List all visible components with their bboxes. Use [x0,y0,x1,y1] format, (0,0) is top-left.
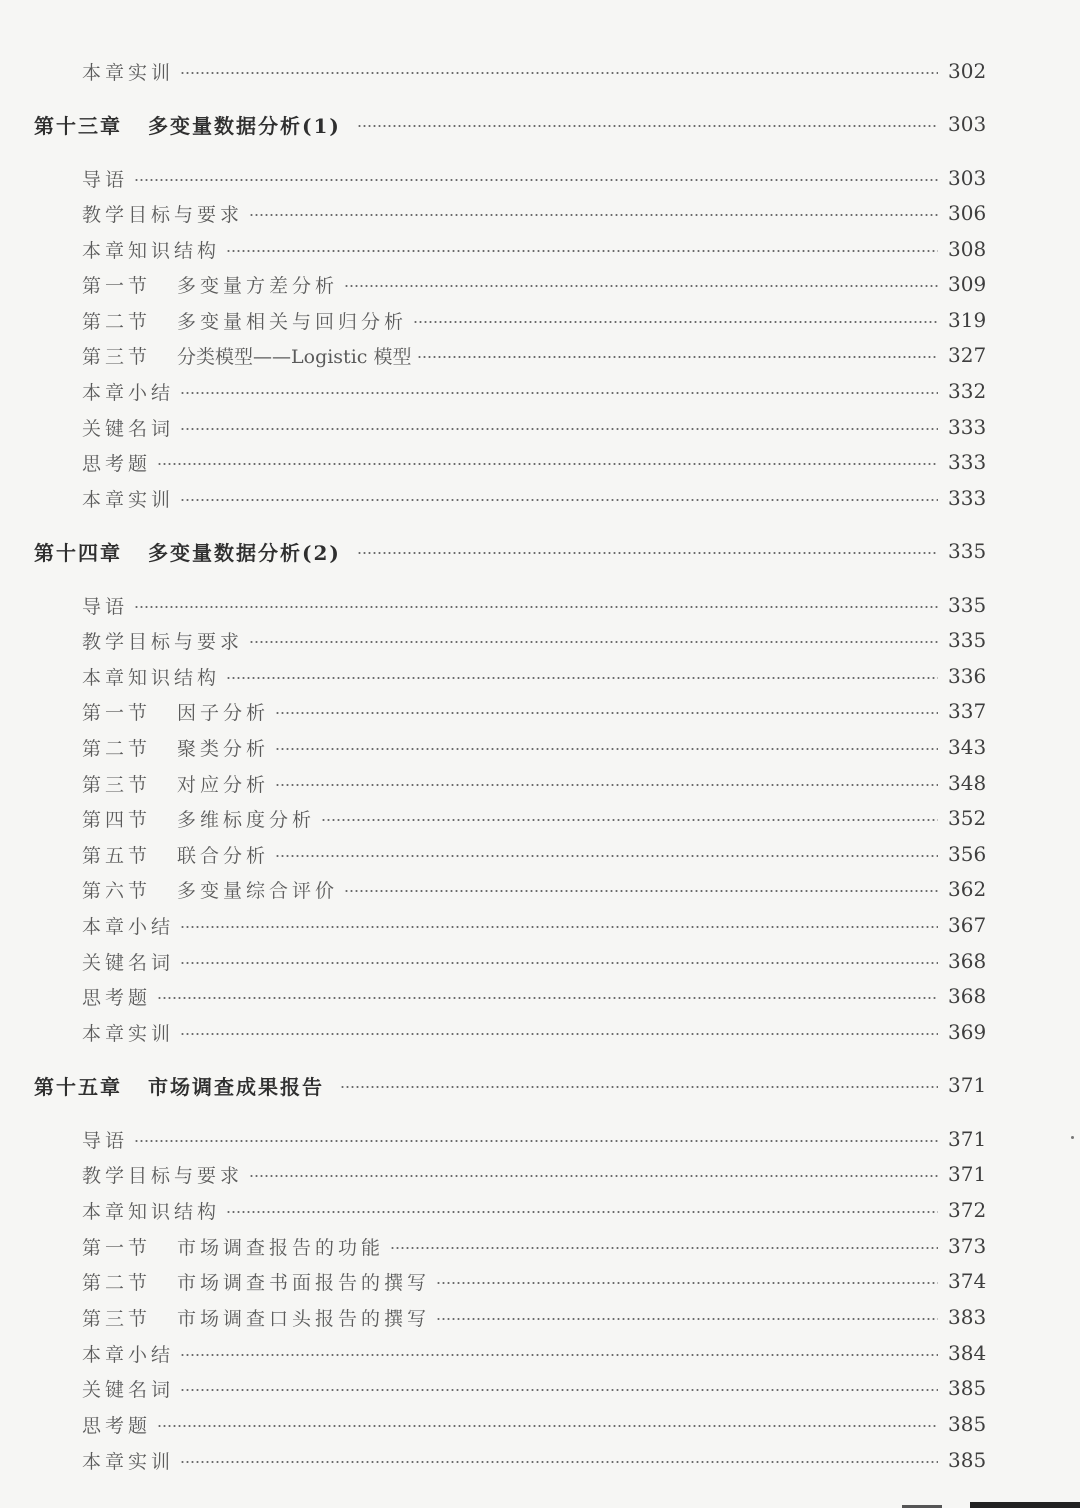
page-number: 362 [948,877,987,901]
entry-title: 多变量综合评价 [177,879,339,902]
page-number: 303 [948,166,987,190]
entry-title: 本章实训 [82,1022,175,1045]
entry-title: 思考题 [82,452,152,475]
toc-entry [82,1122,986,1156]
chapter-number: 第十三章 [34,113,122,138]
dot-leader [180,926,938,928]
dot-leader [226,677,938,679]
toc-entry [82,1264,986,1298]
page-number: 373 [948,1234,987,1258]
dot-leader [340,1086,938,1088]
page-number: 335 [948,593,987,617]
section-number: 第一节 [82,274,152,297]
dot-leader [180,1033,938,1035]
section-number: 第三节 [82,1307,152,1330]
dot-leader [249,214,938,216]
page-number: 367 [948,913,987,937]
entry-title: 市场调查口头报告的撰写 [177,1307,431,1330]
page-number: 384 [948,1341,987,1365]
page-number: 309 [948,272,987,296]
dot-leader [275,855,938,857]
dot-leader [180,1461,938,1463]
toc-entry [82,410,986,444]
entry-title: 本章实训 [82,488,175,511]
dot-leader [180,962,938,964]
page-number: 348 [948,771,987,795]
page-number: 343 [948,735,987,759]
chapter-number: 第十四章 [34,540,122,565]
dot-leader [357,125,938,127]
section-number: 第二节 [82,737,152,760]
dot-leader [436,1282,938,1284]
toc-entry [82,1229,986,1263]
dot-leader [413,321,938,323]
entry-title: 本章小结 [82,1343,175,1366]
page-number: 385 [948,1412,987,1436]
entry-title: 导语 [82,1129,129,1152]
entry-title: 教学目标与要求 [82,630,244,653]
dot-leader [275,748,938,750]
entry-title: 导语 [82,595,129,618]
toc-entry [82,730,986,764]
dot-leader [180,428,938,430]
entry-title: 教学目标与要求 [82,1164,244,1187]
dot-leader [157,463,938,465]
dot-leader [180,1354,938,1356]
dot-leader [249,1175,938,1177]
toc-entry [82,232,986,266]
dot-leader [436,1318,938,1320]
entry-title: 思考题 [82,986,152,1009]
toc-entry [82,54,986,88]
dot-leader [157,1425,938,1427]
toc-entry [82,588,986,622]
entry-title: 教学目标与要求 [82,203,244,226]
scan-speck [1071,1136,1074,1139]
chapter-title: 市场调查成果报告 [148,1074,324,1099]
dot-leader [249,641,938,643]
dot-leader [134,606,938,608]
toc-entry [82,1336,986,1370]
toc-entry [82,196,986,230]
chapter-heading [34,1068,986,1102]
entry-title: 聚类分析 [177,737,270,760]
toc-entry [82,837,986,871]
dot-leader [390,1247,938,1249]
dot-leader [417,356,938,358]
entry-title: 本章知识结构 [82,666,221,689]
page-number: 368 [948,949,987,973]
page-number: 319 [948,308,987,332]
toc-entry [82,303,986,337]
dot-leader [180,1389,938,1391]
entry-title: 本章小结 [82,381,175,404]
entry-title: 对应分析 [177,773,270,796]
section-number: 第二节 [82,310,152,333]
page-number: 336 [948,664,987,688]
section-number: 第三节 [82,345,152,368]
dot-leader [226,250,938,252]
entry-title: 关键名词 [82,951,175,974]
page-number: 352 [948,806,987,830]
page-number: 337 [948,699,987,723]
section-number: 第三节 [82,773,152,796]
entry-title: 思考题 [82,1414,152,1437]
page-number: 385 [948,1448,987,1472]
toc-entry [82,659,986,693]
chapter-title: 多变量数据分析(1) [148,113,341,138]
entry-title: 导语 [82,168,129,191]
page-number: 335 [948,539,987,563]
page-number: 385 [948,1376,987,1400]
page-number: 333 [948,415,987,439]
section-number: 第六节 [82,879,152,902]
toc-entry [82,801,986,835]
dot-leader [134,1140,938,1142]
dot-leader [321,819,938,821]
dot-leader [357,552,938,554]
toc-entry [82,623,986,657]
toc-entry [82,1407,986,1441]
page-number: 368 [948,984,987,1008]
entry-title: 本章小结 [82,915,175,938]
page-number: 303 [948,112,987,136]
toc-entry [82,872,986,906]
dot-leader [275,784,938,786]
page-number: 335 [948,628,987,652]
section-number: 第一节 [82,701,152,724]
toc-entry [82,374,986,408]
toc-entry [82,1371,986,1405]
page-number: 372 [948,1198,987,1222]
section-number: 第五节 [82,844,152,867]
page-number: 356 [948,842,987,866]
dot-leader [344,890,938,892]
page-number: 374 [948,1269,987,1293]
toc-entry [82,1443,986,1477]
toc-entry [82,944,986,978]
entry-title: 因子分析 [177,701,270,724]
page-number: 332 [948,379,987,403]
entry-title: 关键名词 [82,417,175,440]
toc-entry [82,1015,986,1049]
dot-leader [180,392,938,394]
dot-leader [180,499,938,501]
toc-entry [82,908,986,942]
section-number: 第一节 [82,1236,152,1259]
entry-title: 多维标度分析 [177,808,316,831]
entry-title: 市场调查报告的功能 [177,1236,385,1259]
page-number: 371 [948,1073,987,1097]
page-number: 333 [948,450,987,474]
chapter-title: 多变量数据分析(2) [148,540,341,565]
page-number: 308 [948,237,987,261]
entry-title: 本章实训 [82,61,175,84]
dot-leader [157,997,938,999]
dot-leader [226,1211,938,1213]
section-number: 第四节 [82,808,152,831]
page-number: 302 [948,59,987,83]
chapter-heading [34,534,986,568]
entry-title: 本章实训 [82,1450,175,1473]
toc-entry [82,338,986,372]
toc-entry [82,161,986,195]
entry-title: 关键名词 [82,1378,175,1401]
dot-leader [275,712,938,714]
entry-title: 分类模型——Logistic 模型 [177,345,412,368]
dot-leader [344,285,938,287]
page-number: 371 [948,1162,987,1186]
entry-title: 联合分析 [177,844,270,867]
toc-entry [82,979,986,1013]
toc-entry [82,445,986,479]
page-number: 306 [948,201,987,225]
page-number: 383 [948,1305,987,1329]
entry-title: 本章知识结构 [82,1200,221,1223]
entry-title: 市场调查书面报告的撰写 [177,1271,431,1294]
dot-leader [134,179,938,181]
entry-title: 多变量方差分析 [177,274,339,297]
toc-entry [82,267,986,301]
page-number: 333 [948,486,987,510]
page-number: 327 [948,343,987,367]
chapter-number: 第十五章 [34,1074,122,1099]
page-number: 369 [948,1020,987,1044]
chapter-heading [34,107,986,141]
dot-leader [180,72,938,74]
toc-entry [82,481,986,515]
toc-entry [82,694,986,728]
toc-entry [82,1157,986,1191]
toc-entry [82,1193,986,1227]
toc-entry [82,1300,986,1334]
toc-entry [82,766,986,800]
entry-title: 本章知识结构 [82,239,221,262]
scan-corner-bar [970,1502,1080,1508]
section-number: 第二节 [82,1271,152,1294]
page-number: 371 [948,1127,987,1151]
entry-title: 多变量相关与回归分析 [177,310,408,333]
